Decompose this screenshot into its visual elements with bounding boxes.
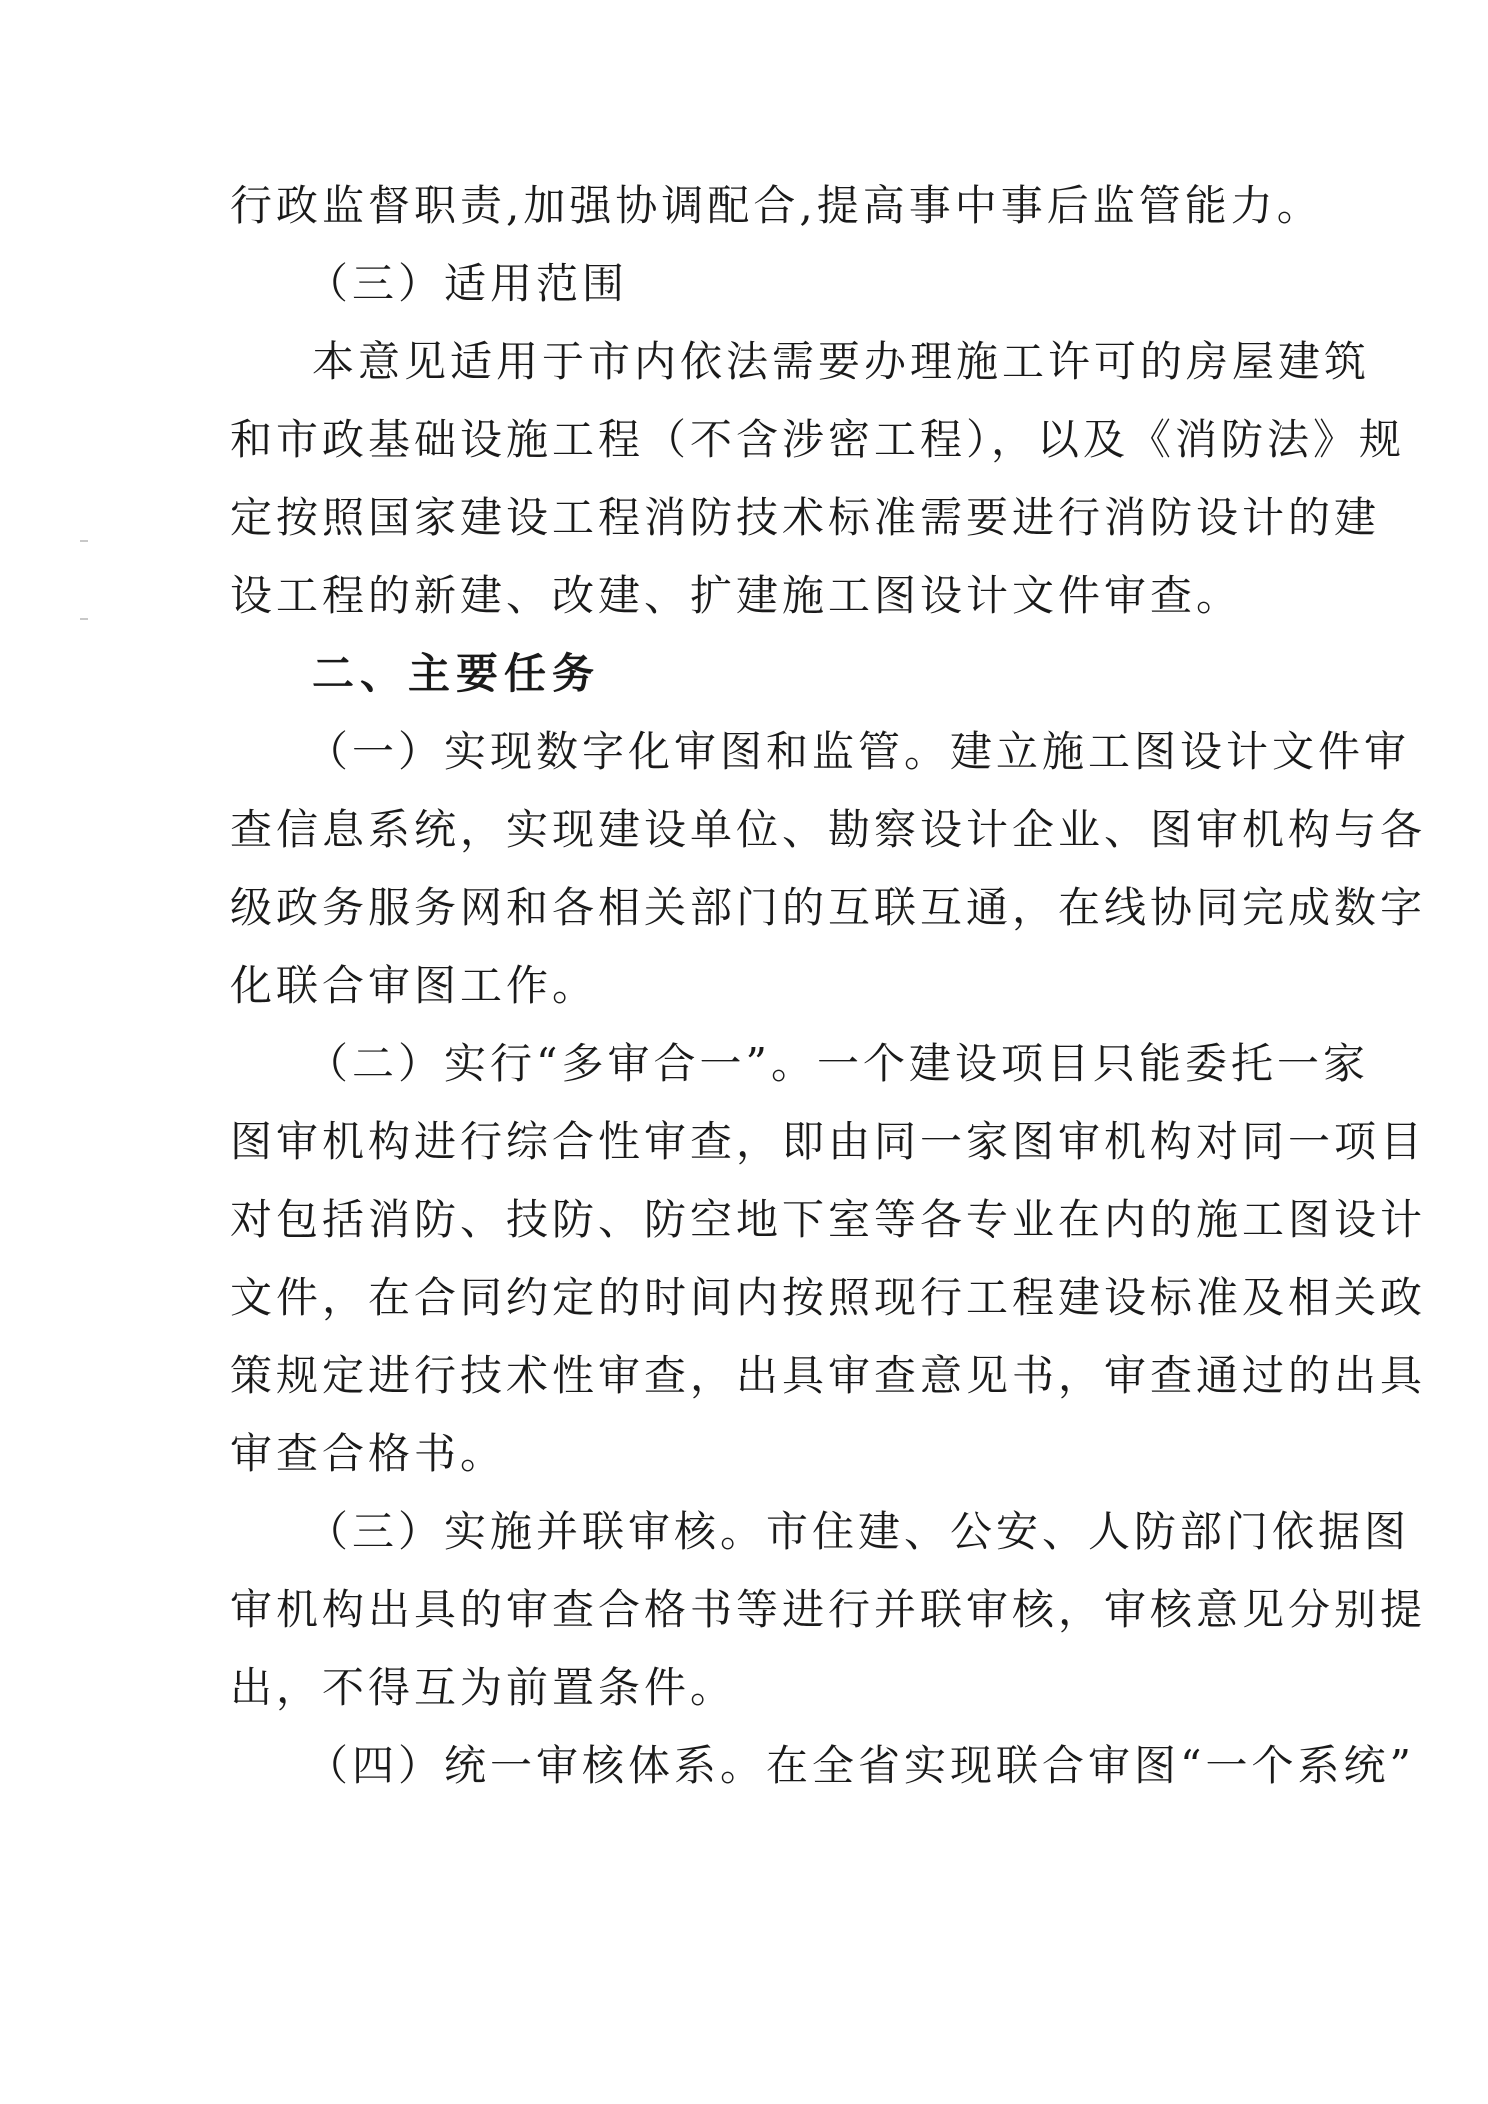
scan-margin-mark	[80, 618, 88, 620]
paragraph-line: 出，不得互为前置条件。	[230, 1663, 737, 1712]
scan-margin-mark	[80, 540, 88, 542]
paragraph-line: 审查合格书。	[230, 1429, 507, 1478]
paragraph-line: 审机构出具的审查合格书等进行并联审核，审核意见分别提	[230, 1585, 1427, 1634]
paragraph-line: 设工程的新建、改建、扩建施工图设计文件审查。	[230, 571, 1243, 620]
paragraph-line: 本意见适用于市内依法需要办理施工许可的房屋建筑	[312, 337, 1371, 386]
paragraph-line: 对包括消防、技防、防空地下室等各专业在内的施工图设计	[230, 1195, 1427, 1244]
paragraph-line: （一）实现数字化审图和监管。建立施工图设计文件审	[306, 727, 1411, 776]
paragraph-line: 策规定进行技术性审查，出具审查意见书，审查通过的出具	[230, 1351, 1427, 1400]
paragraph-line: 化联合审图工作。	[230, 961, 599, 1010]
paragraph-line: 和市政基础设施工程（不含涉密工程），以及《消防法》规	[230, 415, 1406, 464]
paragraph-line: 查信息系统，实现建设单位、勘察设计企业、图审机构与各	[230, 805, 1427, 854]
paragraph-line: 定按照国家建设工程消防技术标准需要进行消防设计的建	[230, 493, 1381, 542]
paragraph-line: （三）实施并联审核。市住建、公安、人防部门依据图	[306, 1507, 1411, 1556]
section-heading-scope: （三）适用范围	[306, 259, 629, 308]
paragraph-line: （二）实行“多审合一”。一个建设项目只能委托一家	[306, 1039, 1369, 1088]
paragraph-line: （四）统一审核体系。在全省实现联合审图“一个系统”	[306, 1741, 1415, 1790]
paragraph-line: 级政务服务网和各相关部门的互联互通，在线协同完成数字	[230, 883, 1427, 932]
paragraph-line: 文件，在合同约定的时间内按照现行工程建设标准及相关政	[230, 1273, 1427, 1322]
section-heading-main-tasks: 二、主要任务	[312, 649, 601, 698]
paragraph-line: 图审机构进行综合性审查，即由同一家图审机构对同一项目	[230, 1117, 1427, 1166]
paragraph-line: 行政监督职责,加强协调配合,提高事中事后监管能力。	[230, 181, 1323, 230]
